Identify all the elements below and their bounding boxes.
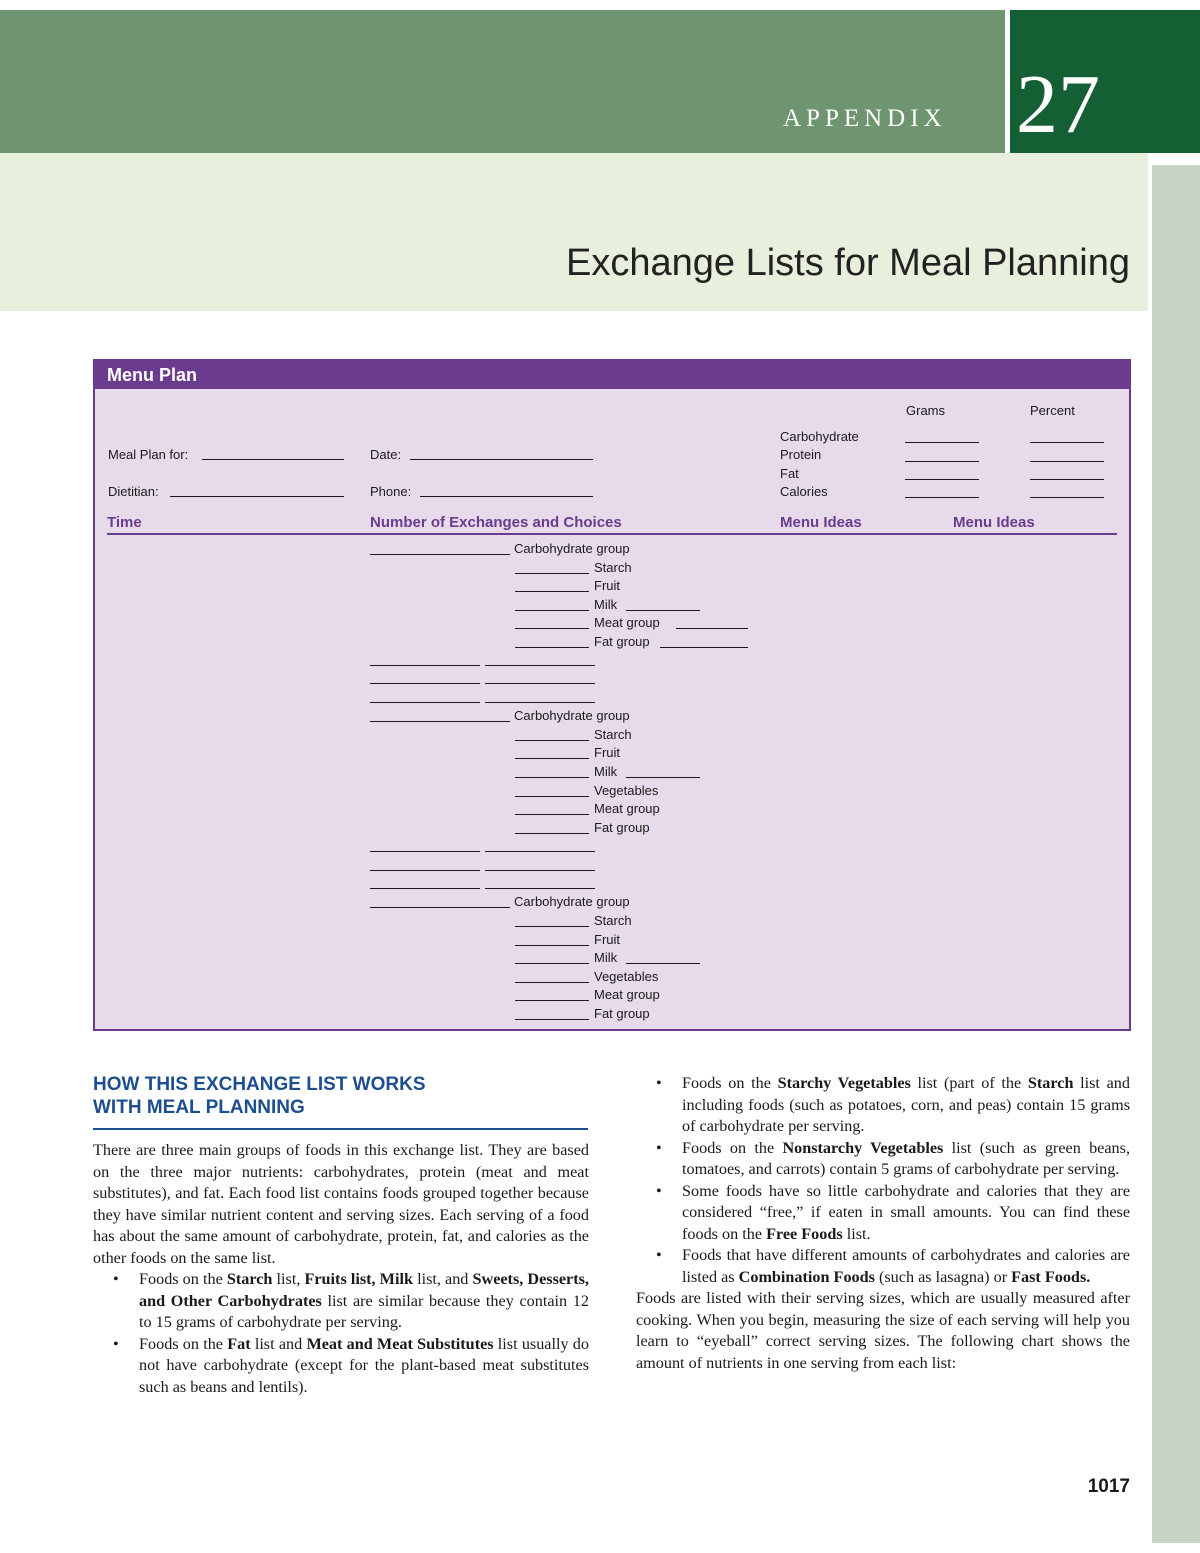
group-item: Fat group — [594, 634, 650, 649]
header-rule — [107, 533, 1117, 535]
group-item: Fruit — [594, 578, 620, 593]
group-item: Fat group — [594, 820, 650, 835]
exchange-blank[interactable] — [370, 683, 480, 684]
group-title: Carbohydrate group — [514, 708, 630, 723]
exchange-blank[interactable] — [515, 740, 589, 741]
section-heading-line: WITH MEAL PLANNING — [93, 1097, 305, 1118]
grams-blank[interactable] — [905, 442, 979, 443]
group-item: Milk — [594, 764, 618, 779]
section-rule — [93, 1128, 588, 1130]
date-label: Date: — [370, 447, 402, 462]
left-column — [93, 1140, 589, 1398]
exchange-blank[interactable] — [485, 851, 595, 852]
phone-label: Phone: — [370, 484, 412, 499]
appendix-label: APPENDIX — [783, 105, 947, 132]
exchange-blank[interactable] — [370, 888, 480, 889]
exchange-blank[interactable] — [626, 610, 700, 611]
exchange-blank[interactable] — [485, 683, 595, 684]
exchange-blank[interactable] — [660, 647, 748, 648]
list-item: • Foods that have different amounts of carbohydrates and calories are listed as Combination Foods (such as lasagna) or Fast Foods. — [682, 1245, 1130, 1288]
exchange-blank[interactable] — [515, 926, 589, 927]
exchange-blank[interactable] — [515, 814, 589, 815]
exchange-blank[interactable] — [485, 702, 595, 703]
exchange-blank[interactable] — [515, 1000, 589, 1001]
group-item: Starch — [594, 727, 632, 742]
exchange-blank[interactable] — [515, 573, 589, 574]
menu-ideas-header: Menu Ideas — [780, 514, 862, 531]
date-field[interactable] — [410, 459, 593, 460]
exchange-blank[interactable] — [515, 610, 589, 611]
exchange-blank[interactable] — [515, 1019, 589, 1020]
time-header: Time — [107, 514, 142, 531]
dietitian-label: Dietitian: — [108, 484, 159, 499]
menu-ideas-header: Menu Ideas — [953, 514, 1035, 531]
title-band — [0, 153, 1148, 311]
group-item: Meat group — [594, 615, 660, 630]
exchange-blank[interactable] — [676, 628, 748, 629]
percent-blank[interactable] — [1030, 461, 1104, 462]
meal-plan-for-field[interactable] — [202, 459, 344, 460]
group-item: Fat group — [594, 1006, 650, 1021]
side-strip — [1152, 165, 1200, 1543]
grams-blank[interactable] — [905, 479, 979, 480]
grams-column-label: Grams — [906, 403, 945, 418]
exchange-blank[interactable] — [515, 628, 589, 629]
closing-paragraph: Foods are listed with their serving sizes, which are usually measured after cooking. When you begin, measuring the size of each serving will help you learn to “eyeball” correct serving sizes. The following chart shows the amount of nutrients in one serving from each list: — [636, 1289, 1130, 1372]
exchange-blank[interactable] — [515, 777, 589, 778]
group-item: Starch — [594, 913, 632, 928]
appendix-number: 27 — [1016, 58, 1100, 151]
nutrient-calories: Calories — [780, 484, 828, 499]
group-item: Meat group — [594, 801, 660, 816]
menu-plan-header — [95, 361, 1129, 389]
exchange-blank[interactable] — [515, 982, 589, 983]
list-item: • Foods on the Nonstarchy Vegetables list (such as green beans, tomatoes, and carrots) contain 5 grams of carbohydrate per serving. — [682, 1138, 1130, 1181]
bullet-list — [93, 1269, 589, 1398]
exchange-blank[interactable] — [626, 777, 700, 778]
exchange-blank[interactable] — [515, 945, 589, 946]
exchange-blank[interactable] — [370, 665, 480, 666]
exchange-blank[interactable] — [485, 870, 595, 871]
exchange-blank[interactable] — [485, 665, 595, 666]
group-item: Fruit — [594, 932, 620, 947]
menu-plan-title: Menu Plan — [107, 365, 198, 385]
right-column — [636, 1073, 1130, 1374]
dietitian-field[interactable] — [170, 496, 344, 497]
exchange-blank[interactable] — [370, 851, 480, 852]
group-item: Vegetables — [594, 969, 659, 984]
list-item: • Foods on the Starchy Vegetables list (part of the Starch list and including foods (such as potatoes, corn, and peas) contain 15 grams of carbohydrate per serving. — [682, 1073, 1130, 1138]
group-title: Carbohydrate group — [514, 894, 630, 909]
exchange-blank[interactable] — [626, 963, 700, 964]
nutrient-protein: Protein — [780, 447, 822, 462]
grams-blank[interactable] — [905, 497, 979, 498]
group-title: Carbohydrate group — [514, 541, 630, 556]
exchange-blank[interactable] — [485, 888, 595, 889]
exchange-blank[interactable] — [515, 796, 589, 797]
exchange-blank[interactable] — [515, 647, 589, 648]
list-item: • Foods on the Fat list and Meat and Meat Substitutes list usually do not have carbohydrate (except for the plant-based meat substitutes such as beans and lentils). — [139, 1334, 589, 1399]
exchange-blank[interactable] — [370, 907, 510, 908]
exchange-blank[interactable] — [370, 702, 480, 703]
nutrient-carbohydrate: Carbohydrate — [780, 429, 859, 444]
group-item: Vegetables — [594, 783, 659, 798]
percent-blank[interactable] — [1030, 497, 1104, 498]
page-number: 1017 — [1087, 1476, 1130, 1497]
section-heading-line: HOW THIS EXCHANGE LIST WORKS — [93, 1074, 426, 1095]
exchange-blank[interactable] — [515, 833, 589, 834]
section-heading — [93, 1073, 426, 1119]
percent-blank[interactable] — [1030, 479, 1104, 480]
percent-blank[interactable] — [1030, 442, 1104, 443]
intro-paragraph: There are three main groups of foods in this exchange list. They are based on the three major nutrients: carbohydrates, protein (meat and meat substitutes), and fat. Each food list contains foods grouped together because they have similar nutrient content and serving sizes. Each serving of a food has about the same amount of carbohydrate, protein, fat, and calories as the other foods on the same list. — [93, 1141, 589, 1267]
exchange-blank[interactable] — [370, 554, 510, 555]
exchange-blank[interactable] — [515, 591, 589, 592]
meal-plan-for-label: Meal Plan for: — [108, 447, 189, 462]
exchange-blank[interactable] — [370, 870, 480, 871]
exchange-blank[interactable] — [515, 963, 589, 964]
phone-field[interactable] — [420, 496, 593, 497]
list-item: • Some foods have so little carbohydrate and calories that they are considered “free,” if eaten in small amounts. You can find these foods on the Free Foods list. — [682, 1181, 1130, 1246]
exchange-blank[interactable] — [370, 721, 510, 722]
group-item: Milk — [594, 950, 618, 965]
percent-column-label: Percent — [1030, 403, 1075, 418]
group-item: Starch — [594, 560, 632, 575]
group-item: Milk — [594, 597, 618, 612]
exchange-blank[interactable] — [515, 758, 589, 759]
list-item: • Foods on the Starch list, Fruits list, Milk list, and Sweets, Desserts, and Other Carbohydrates list are similar because they contain 12 to 15 grams of carbohydrate per serving. — [139, 1269, 589, 1334]
grams-blank[interactable] — [905, 461, 979, 462]
group-item: Fruit — [594, 745, 620, 760]
bullet-list — [636, 1073, 1130, 1288]
exchanges-header: Number of Exchanges and Choices — [370, 514, 622, 531]
group-item: Meat group — [594, 987, 660, 1002]
nutrient-fat: Fat — [780, 466, 799, 481]
page-title: Exchange Lists for Meal Planning — [566, 242, 1130, 284]
